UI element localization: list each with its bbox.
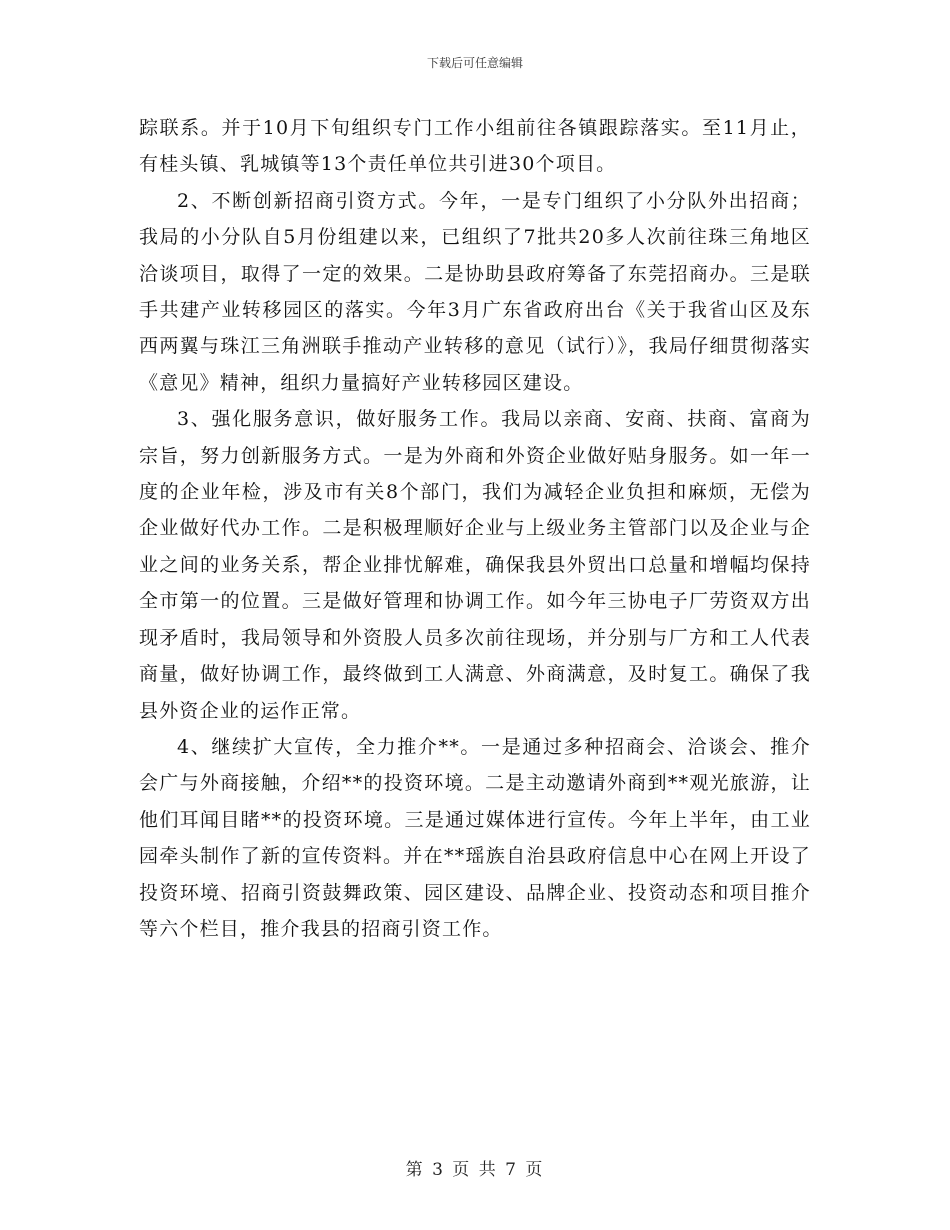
- document-body: [139, 110, 811, 947]
- paragraph-2-investment-methods: 2、不断创新招商引资方式。今年，一是专门组织了小分队外出招商；我局的小分队自5月份组建以来，已组织了7批共20多人次前往珠三角地区洽谈项目，取得了一定的效果。二是协助县政府筹备了东莞招商办。三是联手共建产业转移园区的落实。今年3月广东省政府出台《关于我省山区及东西两翼与珠江三角洲联手推动产业转移的意见（试行）》，我局仔细贯彻落实《意见》精神，组织力量搞好产业转移园区建设。: [139, 189, 811, 394]
- paragraph-4-publicity: 4、继续扩大宣传，全力推介**。一是通过多种招商会、洽谈会、推介会广与外商接触，介绍**的投资环境。二是主动邀请外商到**观光旅游，让他们耳闻目睹**的投资环境。三是通过媒体进行宣传。今年上半年，由工业园牵头制作了新的宣传资料。并在**瑶族自治县政府信息中心在网上开设了投资环境、招商引资鼓舞政策、园区建设、品牌企业、投资动态和项目推介等六个栏目，推介我县的招商引资工作。: [139, 735, 811, 940]
- page-header: 下载后可任意编辑: [426, 56, 523, 70]
- paragraph-3-service-awareness: 3、强化服务意识，做好服务工作。我局以亲商、安商、扶商、富商为宗旨，努力创新服务方式。一是为外商和外资企业做好贴身服务。如一年一度的企业年检，涉及市有关8个部门，我们为减轻企业负担和麻烦，无偿为企业做好代办工作。二是积极理顺好企业与上级业务主管部门以及企业与企业之间的业务关系，帮企业排忧解难，确保我县外贸出口总量和增幅均保持全市第一的位置。三是做好管理和协调工作。如今年三协电子厂劳资双方出现矛盾时，我局领导和外资股人员多次前往现场，并分别与厂方和工人代表商量，做好协调工作，最终做到工人满意、外商满意，及时复工。确保了我县外资企业的运作正常。: [139, 408, 811, 722]
- page-footer: 第 3 页 共 7 页: [405, 1160, 545, 1180]
- paragraph-continuation: 踪联系。并于10月下旬组织专门工作小组前往各镇跟踪落实。至11月止，有桂头镇、乳城镇等13个责任单位共引进30个项目。: [139, 117, 811, 176]
